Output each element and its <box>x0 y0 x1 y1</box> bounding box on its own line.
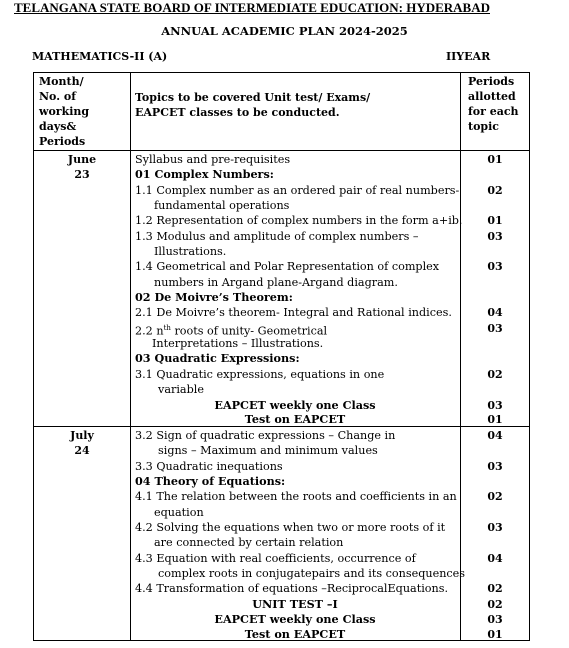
header-line: No. of <box>39 90 76 103</box>
superscript: th <box>163 324 171 332</box>
period-value: 01 <box>487 628 503 641</box>
july-days-label: 24 <box>74 444 90 457</box>
eapcet-class-line: EAPCET weekly one Class <box>214 398 376 412</box>
period-value: 04 <box>487 306 503 319</box>
header-line: allotted <box>468 90 516 103</box>
topic-line: 1.4 Geometrical and Polar Representation of complex <box>135 260 440 273</box>
eapcet-test-line: Test on EAPCET <box>244 412 346 426</box>
header-line: working <box>39 105 90 118</box>
subject-label: MATHEMATICS-II (A) <box>32 50 168 63</box>
topic-line: 3.2 Sign of quadratic expressions – Change in <box>135 429 396 442</box>
board-title: TELANGANA STATE BOARD OF INTERMEDIATE EDUCATION: HYDERABAD <box>14 0 490 15</box>
period-value: 04 <box>487 552 503 565</box>
topic-line: 1.1 Complex number as an ordered pair of real numbers- <box>135 184 460 197</box>
header-line: topic <box>468 120 499 133</box>
unit-heading: 02 De Moivre’s Theorem: <box>135 290 293 304</box>
period-value: 02 <box>487 184 503 197</box>
topic-line: are connected by certain relation <box>154 536 344 549</box>
unit-heading: 03 Quadratic Expressions: <box>135 351 300 365</box>
period-value: 02 <box>487 598 503 611</box>
academic-plan-table <box>33 72 530 641</box>
topic-line: 4.4 Transformation of equations –ReciprocalEquations. <box>135 582 449 595</box>
period-value: 02 <box>487 490 503 503</box>
topic-line: complex roots in conjugatepairs and its consequences <box>158 567 466 580</box>
topic-line: Syllabus and pre-requisites <box>135 153 291 166</box>
topic-line: 1.2 Representation of complex numbers in the form a+ib. <box>135 214 463 227</box>
header-line: for each <box>468 105 519 118</box>
period-value: 03 <box>487 230 503 243</box>
eapcet-test-line: Test on EAPCET <box>244 627 346 641</box>
header-line: Periods <box>39 135 86 148</box>
topic-line: Interpretations – Illustrations. <box>152 337 324 350</box>
row-divider <box>34 150 529 151</box>
periods-header <box>468 74 519 134</box>
topic-text: roots of unity- Geometrical <box>170 324 328 338</box>
topic-line: 1.3 Modulus and amplitude of complex numbers – <box>135 230 419 243</box>
topic-line: equation <box>154 506 204 519</box>
period-value: 03 <box>487 613 503 626</box>
unit-heading: 01 Complex Numbers: <box>135 167 274 181</box>
period-value: 01 <box>487 214 503 227</box>
period-value: 01 <box>487 153 503 166</box>
topic-line: 4.3 Equation with real coefficients, occurrence of <box>135 552 416 565</box>
period-value: 03 <box>487 521 503 534</box>
year-label: IIYEAR <box>446 50 491 63</box>
topics-header <box>135 90 370 120</box>
topic-line: numbers in Argand plane-Argand diagram. <box>154 276 398 289</box>
topic-line: 4.1 The relation between the roots and coefficients in an <box>135 490 457 503</box>
period-value: 03 <box>487 322 503 335</box>
period-value: 04 <box>487 429 503 442</box>
june-days-label: 23 <box>74 168 90 181</box>
topic-text: 2.2 n <box>135 324 164 338</box>
header-line: EAPCET classes to be conducted. <box>135 106 340 119</box>
topic-line: fundamental operations <box>154 199 290 212</box>
eapcet-class-line: EAPCET weekly one Class <box>214 612 376 626</box>
month-header <box>39 74 89 149</box>
header-line: Topics to be covered Unit test/ Exams/ <box>135 91 371 104</box>
topic-line: 3.3 Quadratic inequations <box>135 460 283 473</box>
unit-test-line: UNIT TEST –I <box>252 597 338 611</box>
topic-line: 3.1 Quadratic expressions, equations in one <box>135 368 385 381</box>
period-value: 02 <box>487 368 503 381</box>
period-value: 02 <box>487 582 503 595</box>
header-line: days& <box>39 120 77 133</box>
period-value: 03 <box>487 399 503 412</box>
topic-line: signs – Maximum and minimum values <box>158 444 378 457</box>
topic-line: Illustrations. <box>154 245 227 258</box>
period-value: 03 <box>487 460 503 473</box>
plan-title: ANNUAL ACADEMIC PLAN 2024-2025 <box>161 24 408 38</box>
column-divider <box>130 73 131 640</box>
period-value: 01 <box>487 413 503 426</box>
unit-heading: 04 Theory of Equations: <box>135 474 286 488</box>
topic-line: 2.1 De Moivre’s theorem- Integral and Rational indices. <box>135 306 452 319</box>
topic-line: 4.2 Solving the equations when two or more roots of it <box>135 521 446 534</box>
header-line: Month/ <box>39 75 84 88</box>
june-month-label: June <box>67 153 97 166</box>
period-value: 03 <box>487 260 503 273</box>
topic-line: variable <box>158 383 204 396</box>
header-line: Periods <box>468 75 515 88</box>
july-month-label: July <box>70 429 94 442</box>
